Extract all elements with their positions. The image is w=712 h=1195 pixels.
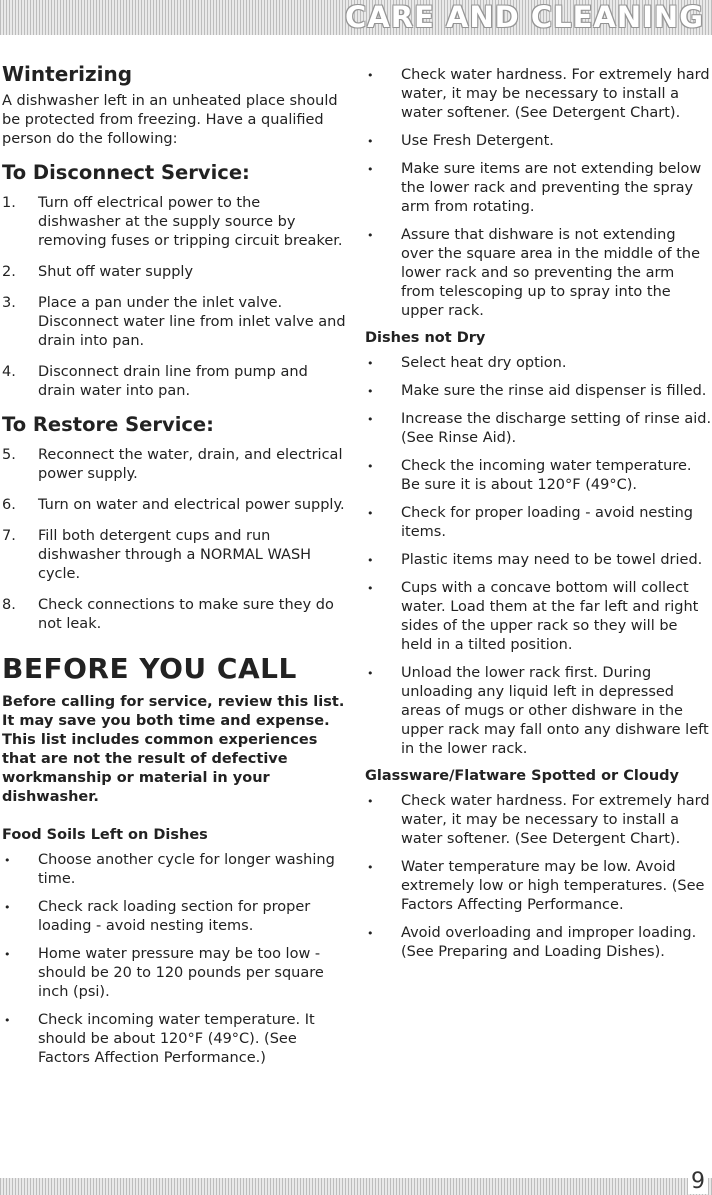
dishes-not-dry-list — [365, 354, 712, 759]
list-item — [2, 194, 347, 251]
list-item: • Unload the lower rack first. During unloading any liquid left in depressed areas of mugs or other dishware in the upper rack may fall onto any dishware left in the lower rack. — [365, 664, 712, 759]
list-item: • Select heat dry option. — [365, 354, 712, 373]
list-item — [2, 263, 347, 282]
winterizing-intro: A dishwasher left in an unheated place should be protected from freezing. Have a qualified person do the following: — [2, 93, 338, 147]
dishes-not-dry-heading: Dishes not Dry — [365, 330, 486, 346]
step-number: 7. — [2, 528, 16, 544]
step-number: 2. — [2, 264, 16, 280]
list-item: • Cups with a concave bottom will collect water. Load them at the far left and right sides of the upper rack so they will be held in a tilted position. — [365, 579, 712, 655]
step-number: 5. — [2, 447, 16, 463]
list-item — [2, 446, 347, 484]
list-item: • Check for proper loading - avoid nesting items. — [365, 504, 712, 542]
step-text: Turn on water and electrical power supply. — [38, 497, 345, 513]
glassware-list — [365, 792, 712, 962]
list-item: • Home water pressure may be too low - should be 20 to 120 pounds per square inch (psi). — [2, 945, 347, 1002]
step-text: Place a pan under the inlet valve. Disconnect water line from inlet valve and drain into pan. — [38, 295, 346, 349]
list-item — [2, 596, 347, 634]
winterizing-heading: Winterizing — [2, 62, 133, 86]
step-text: Shut off water supply — [38, 264, 194, 280]
restore-steps — [2, 446, 347, 634]
list-item: • Use Fresh Detergent. — [365, 132, 712, 151]
step-number: 3. — [2, 295, 16, 311]
list-item: • Water temperature may be low. Avoid extremely low or high temperatures. (See Factors Affecting Performance. — [365, 858, 712, 915]
list-item — [2, 363, 347, 401]
food-soils-list-continued — [365, 66, 712, 321]
section-title: CARE AND CLEANING — [345, 0, 704, 34]
list-item: • Make sure the rinse aid dispenser is filled. — [365, 382, 712, 401]
step-number: 1. — [2, 195, 16, 211]
left-column — [2, 62, 347, 1077]
step-text: Reconnect the water, drain, and electrical power supply. — [38, 447, 343, 482]
step-text: Fill both detergent cups and run dishwasher through a NORMAL WASH cycle. — [38, 528, 312, 582]
page-number: 9 — [688, 1170, 708, 1194]
disconnect-heading: To Disconnect Service: — [2, 161, 250, 184]
list-item: • Check the incoming water temperature. Be sure it is about 120°F (49°C). — [365, 457, 712, 495]
step-number: 6. — [2, 497, 16, 513]
footer-bar — [0, 1178, 712, 1195]
header-bar — [0, 0, 712, 35]
restore-heading: To Restore Service: — [2, 413, 214, 436]
list-item: • Check incoming water temperature. It should be about 120°F (49°C). (See Factors Affection Performance.) — [2, 1011, 347, 1068]
list-item: • Check water hardness. For extremely hard water, it may be necessary to install a water softener. (See Detergent Chart). — [365, 792, 712, 849]
step-text: Disconnect drain line from pump and drain water into pan. — [38, 364, 308, 399]
glassware-heading: Glassware/Flatware Spotted or Cloudy — [365, 768, 679, 784]
step-number: 4. — [2, 364, 16, 380]
list-item: • Assure that dishware is not extending over the square area in the middle of the lower rack and so preventing the arm from telescoping up to spray into the upper rack. — [365, 226, 712, 321]
list-item: • Increase the discharge setting of rinse aid. (See Rinse Aid). — [365, 410, 712, 448]
before-you-call-intro: Before calling for service, review this list. It may save you both time and expense. This list includes common experiences that are not the result of defective workmanship or material in your dishwasher. — [2, 694, 345, 805]
step-text: Turn off electrical power to the dishwasher at the supply source by removing fuses or tripping circuit breaker. — [38, 195, 343, 249]
list-item: • Plastic items may need to be towel dried. — [365, 551, 712, 570]
list-item — [2, 294, 347, 351]
step-text: Check connections to make sure they do not leak. — [38, 597, 334, 632]
disconnect-steps — [2, 194, 347, 401]
before-you-call-heading: BEFORE YOU CALL — [2, 652, 297, 685]
list-item: • Choose another cycle for longer washing time. — [2, 851, 347, 889]
right-column — [365, 66, 712, 971]
list-item: • Check water hardness. For extremely hard water, it may be necessary to install a water softener. (See Detergent Chart). — [365, 66, 712, 123]
list-item: • Make sure items are not extending below the lower rack and preventing the spray arm from rotating. — [365, 160, 712, 217]
food-soils-list — [2, 851, 347, 1068]
step-number: 8. — [2, 597, 16, 613]
list-item: • Avoid overloading and improper loading. (See Preparing and Loading Dishes). — [365, 924, 712, 962]
list-item: • Check rack loading section for proper loading - avoid nesting items. — [2, 898, 347, 936]
food-soils-heading: Food Soils Left on Dishes — [2, 827, 208, 843]
list-item — [2, 527, 347, 584]
list-item — [2, 496, 347, 515]
